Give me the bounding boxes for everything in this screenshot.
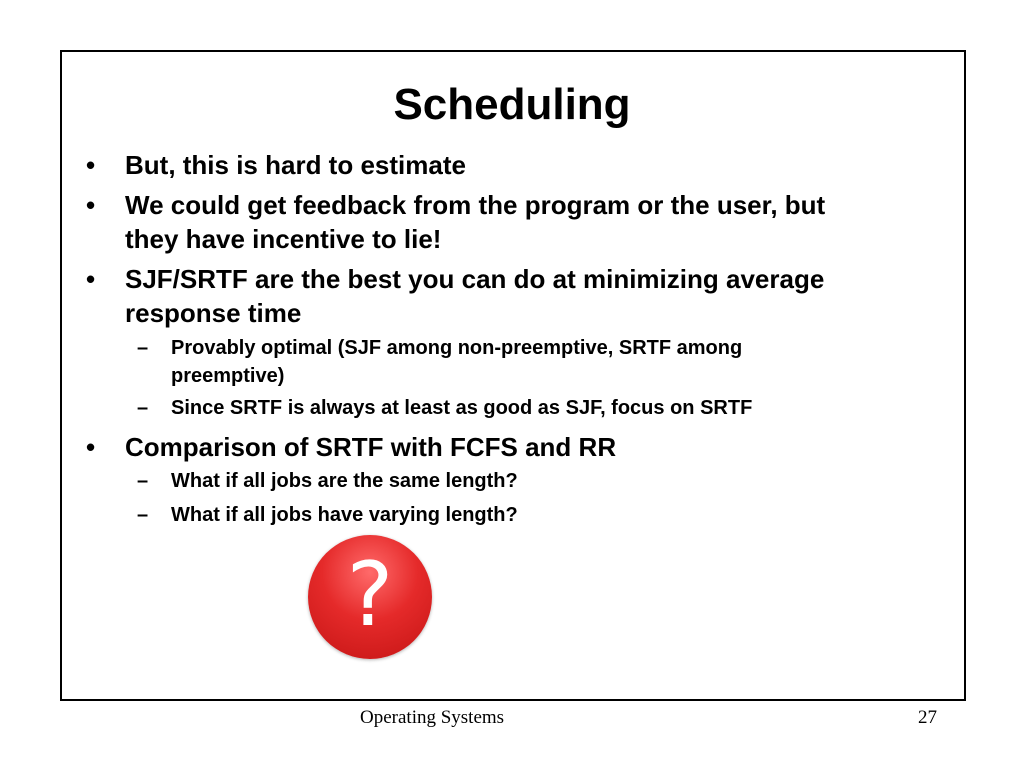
sub-bullet-text: Since SRTF is always at least as good as SJF, focus on SRTF [171, 397, 753, 419]
bullet-text: But, this is hard to estimate [125, 150, 466, 180]
slide-title: Scheduling [393, 80, 631, 129]
bullet-text: We could get feedback from the program or the user, but [125, 190, 826, 220]
bullet-text: SJF/SRTF are the best you can do at minimizing average [125, 264, 825, 294]
sub-bullet-text: What if all jobs are the same length? [171, 470, 518, 492]
sub-bullet-marker: – [137, 504, 149, 526]
bullet-marker: • [86, 190, 96, 220]
sub-bullet-text: What if all jobs have varying length? [171, 504, 518, 526]
sub-bullet-marker: – [137, 397, 149, 419]
question-icon [308, 535, 432, 659]
bullet-text: they have incentive to lie! [125, 224, 442, 254]
bullet-marker: • [86, 432, 96, 462]
bullet-text: Comparison of SRTF with FCFS and RR [125, 432, 617, 462]
question-glyph: ? [346, 543, 394, 646]
sub-bullet-text: preemptive) [171, 365, 285, 387]
bullet-marker: • [86, 264, 96, 294]
footer-course: Operating Systems [360, 707, 505, 728]
bullet-text: response time [125, 298, 302, 328]
sub-bullet-marker: – [137, 337, 149, 359]
sub-bullet-text: Provably optimal (SJF among non-preemptive, SRTF among [171, 337, 743, 359]
page-number: 27 [918, 707, 937, 728]
sub-bullet-marker: – [137, 470, 149, 492]
bullet-marker: • [86, 150, 96, 180]
